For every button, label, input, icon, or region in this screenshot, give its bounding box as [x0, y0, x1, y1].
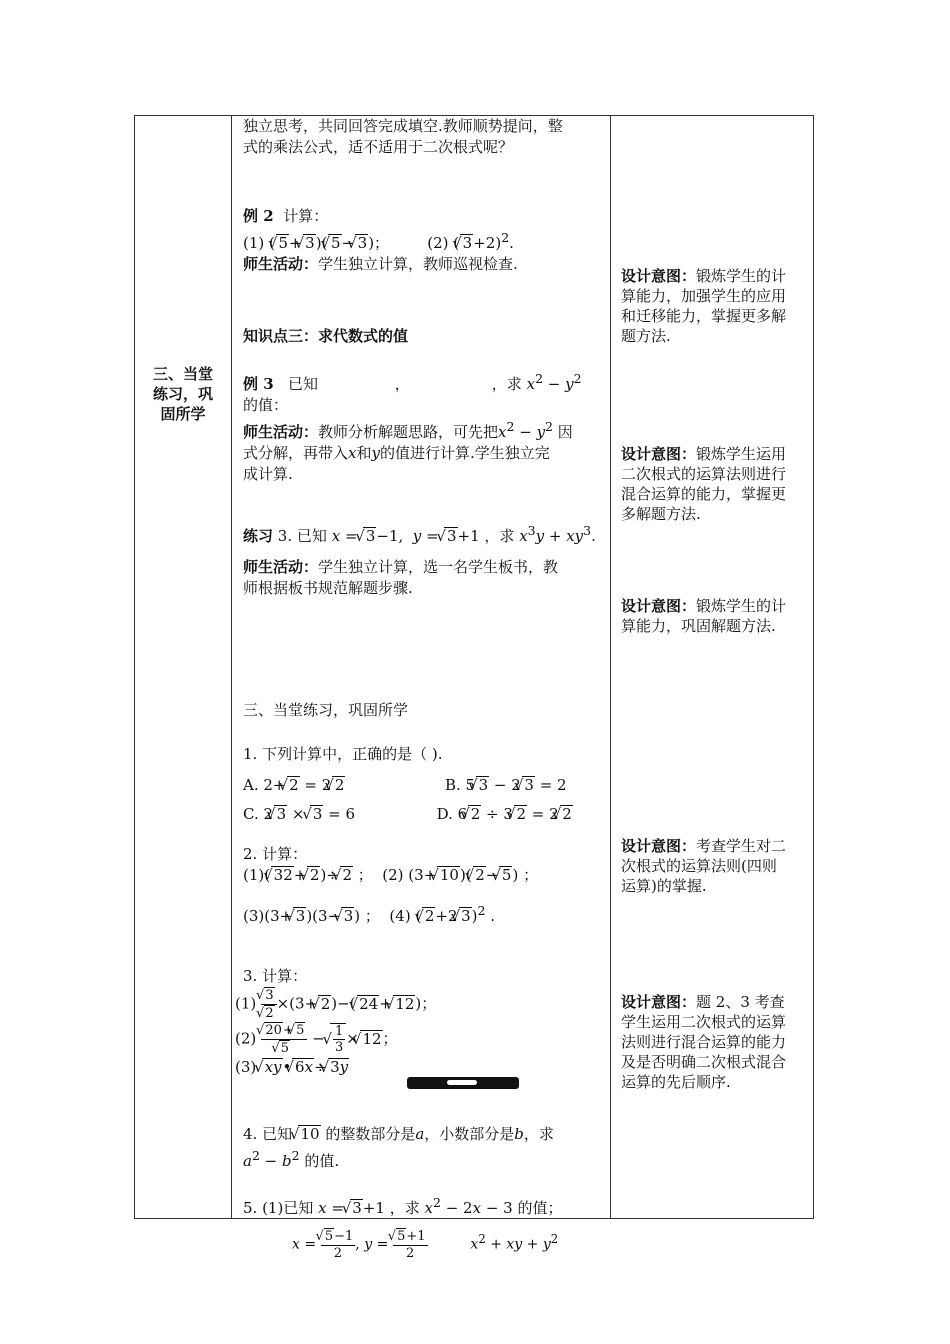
note-text: 和迁移能力，掌握更多解: [621, 307, 787, 325]
question-3-stem: 3. 计算：: [243, 967, 308, 985]
practice-heading: 三、当堂练习，巩固所学: [243, 701, 409, 719]
intro-paragraph: [243, 116, 603, 158]
exercise-text: 已知: [296, 527, 327, 545]
ink-blot: [407, 1077, 519, 1089]
note-text: 题 2、3 考查: [696, 993, 785, 1011]
note-text: 二次根式的运算法则进行: [621, 465, 787, 483]
question-2-row-1: (1)(√ 32+√ 2)÷√ 2 ； (2) (3+√ 10)(√ 2−√ 5) ；: [243, 865, 603, 886]
note-label: 设计意图：: [621, 597, 697, 615]
intro-line: 独立思考，共同回答完成填空.教师顺势提问，整: [243, 117, 563, 135]
activity-text: 因: [557, 423, 573, 441]
question-5-tail: 的值；: [517, 1199, 563, 1217]
example-3: 例 3 已知 ， ，求 $x^2 - y^2$ 的值： 师生活动：教师分析解题思路，可先把$x^2 - y^2$ 因 式分解，再带入x和y的值进行计算.学生独立完 成计算.: [243, 368, 603, 485]
note-text: 学生运用二次根式的运算: [621, 1013, 787, 1031]
question-1-row-1: A. 2+√ 2 = 2√ 2 B. 5√ 3 − 2√ 3 = 2: [243, 775, 603, 796]
question-4-text: 的值.: [304, 1152, 340, 1170]
exercise-3: 练习 3. 已知 x = √ 3−1, y = √ 3+1 ，求 $x^3y + xy^3$. 师生活动：学生独立计算，选一名学生板书，教 师根据板书规范解题步骤.: [243, 520, 603, 599]
note-text: 运算)的掌握.: [621, 877, 707, 895]
design-note-3: [621, 596, 807, 636]
example-2-label: 例 2: [243, 207, 274, 225]
activity-text: 式分解，再带入: [243, 444, 349, 462]
example-3-tail: 的值：: [243, 396, 289, 414]
design-note-4: [621, 836, 807, 896]
note-text: 混合运算的能力，掌握更: [621, 485, 787, 503]
section-label-line: 三、当堂: [152, 365, 213, 383]
note-text: 题方法.: [621, 327, 671, 345]
question-2-row-2: (3)(3+√ 3)(3−√ 3) ； (4) (√ 2+2√ 3)$^2$ .: [243, 900, 603, 927]
activity-label: 师生活动：: [243, 423, 319, 441]
question-5-ask: ，求: [389, 1199, 420, 1217]
design-note-5: [621, 992, 807, 1092]
activity-text: 师根据板书规范解题步骤.: [243, 579, 413, 597]
exercise-label: 练习: [243, 527, 274, 545]
activity-text: 的值进行计算.学生独立完: [379, 444, 550, 462]
note-text: 多解题方法.: [621, 505, 701, 523]
section-label: [135, 364, 231, 424]
question-3-item-3: (3) √ xy•√ 6x÷√ 3y: [235, 1057, 595, 1078]
section-label-line: 练习，巩: [152, 385, 213, 403]
question-4-text: 4. 已知: [243, 1125, 293, 1143]
intro-line: 式的乘法公式，适不适用于二次根式呢？: [243, 138, 514, 156]
option-A: A.: [243, 776, 259, 794]
option-B: B.: [444, 776, 461, 794]
activity-text: 学生独立计算，选一名学生板书，教: [318, 558, 559, 576]
question-2: [243, 844, 603, 927]
question-3: [235, 966, 595, 1078]
note-text: 锻炼学生运用: [696, 445, 787, 463]
example-3-label: 例 3: [243, 375, 274, 393]
item-prefix: (2): [427, 234, 449, 252]
item-prefix: (1): [243, 234, 265, 252]
example-2-title: 计算：: [283, 207, 329, 225]
note-text: 算能力，巩固解题方法.: [621, 617, 776, 635]
column-divider-2: [610, 116, 611, 1218]
note-text: 次根式的运算法则(四则: [621, 857, 777, 875]
question-1-row-2: C. 2√ 3 × √ 3 = 6 D. 6√ 2 ÷ 3√ 2 = 2√ 2: [243, 804, 603, 825]
note-label: 设计意图：: [621, 837, 697, 855]
note-text: 锻炼学生的计: [696, 267, 787, 285]
design-note-1: [621, 266, 807, 346]
option-D: D.: [436, 805, 453, 823]
note-label: 设计意图：: [621, 267, 697, 285]
example-2-items: (1) (√ 5+√ 3)(√ 5−√ 3)； (2) (√ 3+2)$^2$.: [243, 227, 603, 254]
example-3-text: 已知: [287, 375, 318, 393]
activity-text: 学生独立计算，教师巡视检查.: [318, 255, 518, 273]
knowledge-point-3: 知识点三：求代数式的值: [243, 327, 409, 345]
lesson-table: [134, 115, 814, 1219]
column-divider-1: [231, 116, 232, 1218]
question-3-item-2: (2) √ 20+√ 5 √ 5 − √ $\frac{1}{3}$ ×√ 12；: [235, 1022, 595, 1057]
note-label: 设计意图：: [621, 445, 697, 463]
question-4-text: 的整数部分是: [325, 1125, 416, 1143]
question-1: [243, 744, 603, 825]
question-4: 4. 已知 √ 10 的整数部分是a，小数部分是b，求 $a^2 - b^2$ 的值.: [243, 1124, 603, 1172]
question-1-stem: 1. 下列计算中，正确的是（ ).: [243, 745, 443, 763]
note-text: 及是否明确二次根式混合: [621, 1053, 787, 1071]
note-text: 运算的先后顺序.: [621, 1073, 731, 1091]
activity-text: 和: [356, 444, 372, 462]
section-label-line: 固所学: [160, 405, 206, 423]
example-3-sep: ，: [394, 375, 410, 393]
activity-text: 教师分析解题思路，可先把: [318, 423, 499, 441]
exercise-num: 3.: [277, 527, 293, 545]
question-5: 5. (1)已知 x = √ 3+1 ，求 $x^2 - 2x - 3$ 的值；: [243, 1192, 603, 1219]
note-text: 考查学生对二: [696, 837, 787, 855]
note-label: 设计意图：: [621, 993, 697, 1011]
question-2-stem: 2. 计算：: [243, 845, 308, 863]
example-3-ask: ，求: [491, 375, 522, 393]
question-4-text: ，求: [523, 1125, 554, 1143]
question-3-item-1: (1) √ 3 √ 2 ×(3+√ 2)−(√ 24+√ 12)；: [235, 987, 595, 1022]
design-note-2: [621, 444, 807, 524]
activity-label: 师生活动：: [243, 558, 319, 576]
activity-text: 成计算.: [243, 465, 293, 483]
note-text: 锻炼学生的计: [696, 597, 787, 615]
note-text: 法则进行混合运算的能力: [621, 1033, 787, 1051]
activity-label: 师生活动：: [243, 255, 319, 273]
exercise-ask: ，求: [484, 527, 515, 545]
example-2: [243, 206, 603, 275]
option-C: C.: [243, 805, 259, 823]
question-4-text: ，小数部分是: [424, 1125, 515, 1143]
question-5-text: 5. (1)已知: [243, 1199, 314, 1217]
note-text: 算能力，加强学生的应用: [621, 287, 787, 305]
below-table-formula: x = √ $\frac{5-1}{2}$ , y = √ $\frac{5+1}{2}$ $x^2$ + xy + $y^2$: [292, 1228, 558, 1261]
